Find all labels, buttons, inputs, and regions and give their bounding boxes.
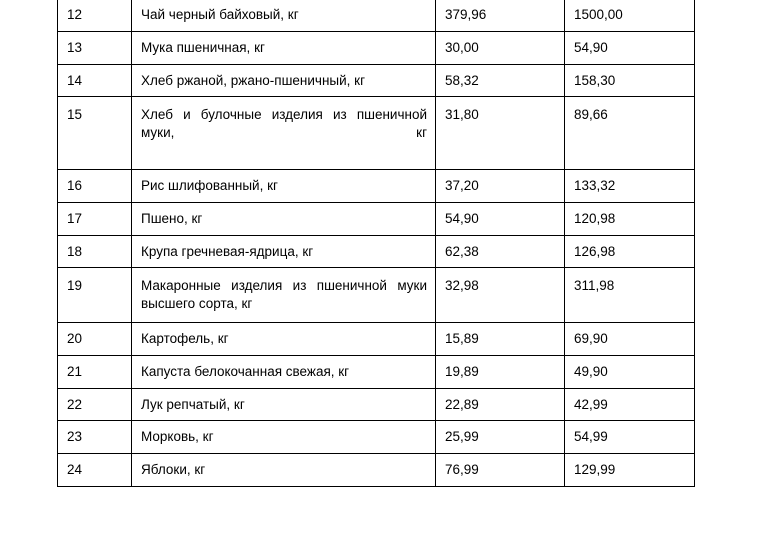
table-row [58,235,695,268]
cell-price-1: 58,32 [436,64,565,97]
cell-item-name [132,202,436,235]
cell-price-2: 42,99 [565,388,695,421]
table-row [58,388,695,421]
cell-price-2: 89,66 [565,97,695,169]
item-name-text: Мука пшеничная, кг [141,39,265,55]
cell-row-number: 22 [58,388,132,421]
cell-price-1: 22,89 [436,388,565,421]
cell-row-number: 20 [58,322,132,355]
cell-price-1: 76,99 [436,454,565,487]
cell-item-name [132,97,436,169]
table-row [58,0,695,31]
cell-price-2: 69,90 [565,322,695,355]
table-row [58,355,695,388]
cell-row-number: 13 [58,31,132,64]
cell-price-1: 19,89 [436,355,565,388]
cell-row-number: 21 [58,355,132,388]
item-name-text: Лук репчатый, кг [141,396,245,412]
cell-row-number: 23 [58,421,132,454]
cell-item-name [132,454,436,487]
cell-price-1: 31,80 [436,97,565,169]
table-row [58,454,695,487]
cell-price-1: 30,00 [436,31,565,64]
cell-row-number: 14 [58,64,132,97]
cell-price-2: 129,99 [565,454,695,487]
cell-row-number: 17 [58,202,132,235]
cell-price-2: 54,90 [565,31,695,64]
cell-item-name [132,235,436,268]
table-row [58,64,695,97]
table-row [58,322,695,355]
item-name-text: Капуста белокочанная свежая, кг [141,363,350,379]
cell-price-2: 120,98 [565,202,695,235]
cell-price-2: 133,32 [565,169,695,202]
cell-item-name [132,0,436,31]
cell-item-name [132,388,436,421]
item-name-text: Пшено, кг [141,210,203,226]
item-name-text: Рис шлифованный, кг [141,177,278,193]
cell-price-2: 311,98 [565,268,695,323]
cell-item-name [132,64,436,97]
cell-price-2: 126,98 [565,235,695,268]
cell-item-name [132,322,436,355]
cell-row-number: 12 [58,0,132,31]
cell-row-number: 16 [58,169,132,202]
price-table-body [58,0,695,487]
cell-price-2: 49,90 [565,355,695,388]
price-table [57,0,695,487]
item-name-text: Чай черный байховый, кг [141,7,299,22]
cell-price-1: 25,99 [436,421,565,454]
item-name-text: Хлеб и булочные изделия из пшеничной муки, кг [141,107,427,141]
cell-item-name [132,268,436,323]
item-name-text: Морковь, кг [141,429,214,445]
cell-price-2: 1500,00 [565,0,695,31]
cell-price-1: 379,96 [436,0,565,31]
cell-price-1: 32,98 [436,268,565,323]
table-row [58,202,695,235]
cell-item-name [132,31,436,64]
cell-price-1: 37,20 [436,169,565,202]
table-row [58,97,695,169]
cell-price-1: 15,89 [436,322,565,355]
table-row [58,268,695,323]
table-row [58,169,695,202]
cell-price-1: 62,38 [436,235,565,268]
item-name-text: Макаронные изделия из пшеничной муки высшего сорта, кг [141,278,427,312]
cell-row-number: 18 [58,235,132,268]
cell-price-1: 54,90 [436,202,565,235]
cell-item-name [132,355,436,388]
item-name-text: Крупа гречневая-ядрица, кг [141,243,314,259]
cell-row-number: 19 [58,268,132,323]
cell-row-number: 15 [58,97,132,169]
item-name-text: Яблоки, кг [141,462,206,478]
item-name-text: Хлеб ржаной, ржано-пшеничный, кг [141,72,365,88]
table-row [58,421,695,454]
cell-item-name [132,421,436,454]
table-row [58,31,695,64]
cell-price-2: 54,99 [565,421,695,454]
cell-price-2: 158,30 [565,64,695,97]
cell-item-name [132,169,436,202]
item-name-text: Картофель, кг [141,330,229,346]
cell-row-number: 24 [58,454,132,487]
